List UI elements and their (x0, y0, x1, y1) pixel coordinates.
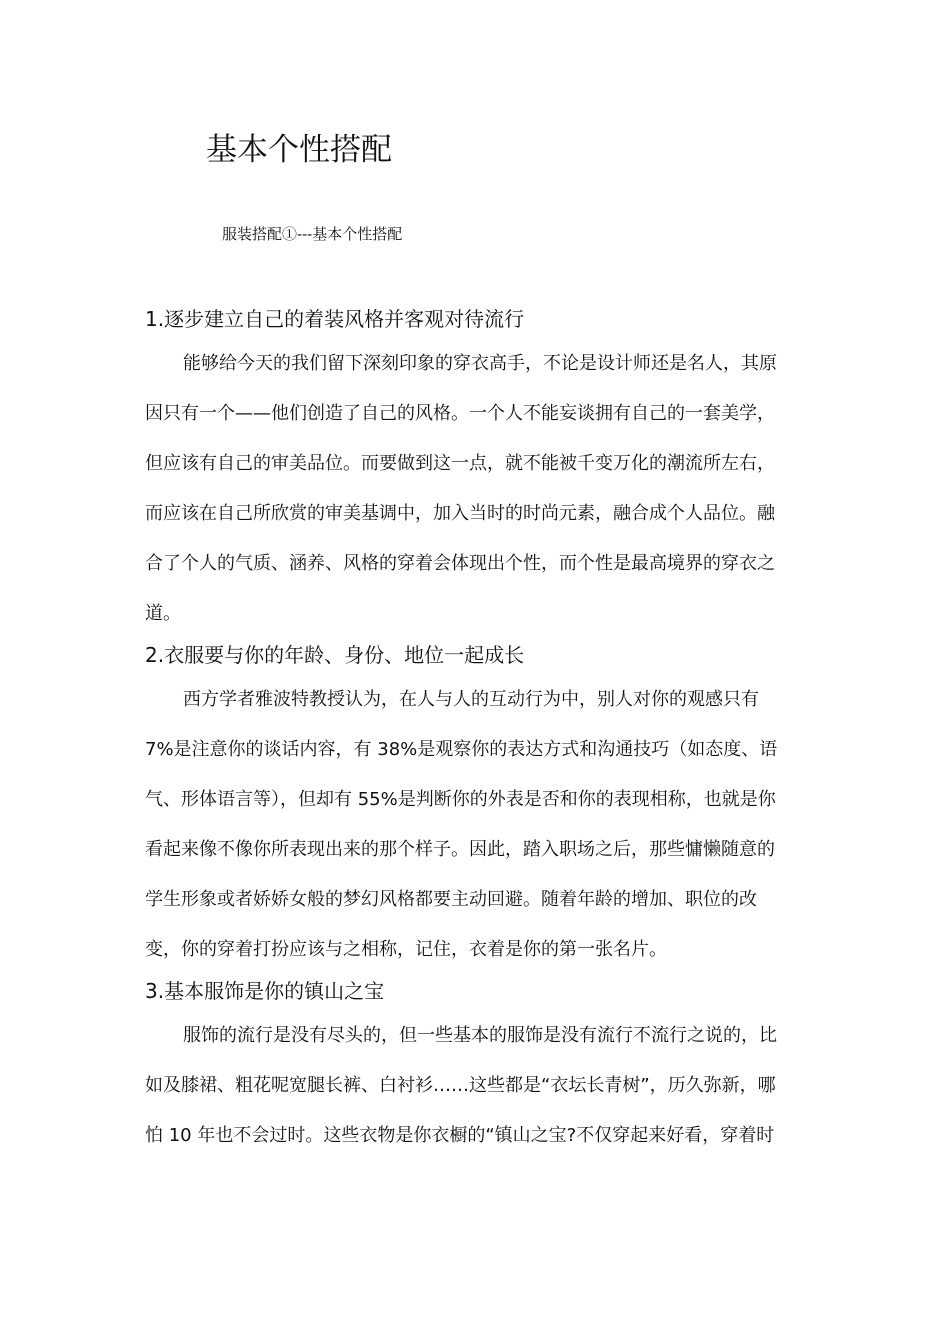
paragraph-line: 看起来像不像你所表现出来的那个样子。因此，踏入职场之后，那些慵懒随意的 (145, 839, 775, 860)
document-title: 基本个性搭配 (206, 132, 392, 168)
paragraph-line: 能够给今天的我们留下深刻印象的穿衣高手，不论是设计师还是名人，其原 (183, 353, 777, 374)
section-paragraph (145, 1011, 809, 1161)
paragraph-line: 因只有一个——他们创造了自己的风格。一个人不能妄谈拥有自己的一套美学， (145, 403, 775, 424)
paragraph-line: 但应该有自己的审美品位。而要做到这一点，就不能被千变万化的潮流所左右， (145, 453, 775, 474)
paragraph-line: 合了个人的气质、涵养、风格的穿着会体现出个性，而个性是最高境界的穿衣之 (145, 553, 775, 574)
section-paragraph (145, 339, 809, 639)
section-paragraph (145, 675, 809, 975)
paragraph-line: 如及膝裙、粗花呢宽腿长裤、白衬衫……这些都是“衣坛长青树”，历久弥新，哪 (145, 1075, 776, 1096)
document-body (145, 303, 809, 1161)
paragraph-line: 怕 10 年也不会过时。这些衣物是你衣橱的“镇山之宝?不仅穿起来好看，穿着时 (145, 1125, 775, 1146)
section-heading: 2.衣服要与你的年龄、身份、地位一起成长 (145, 643, 525, 667)
paragraph-line: 道。 (145, 603, 181, 624)
section-heading: 3.基本服饰是你的镇山之宝 (145, 979, 385, 1003)
section-1 (145, 303, 809, 639)
section-heading: 1.逐步建立自己的着装风格并客观对待流行 (145, 307, 525, 331)
section-3 (145, 975, 809, 1161)
paragraph-line: 气、形体语言等），但却有 55%是判断你的外表是否和你的表现相称，也就是你 (145, 789, 776, 810)
document-subtitle: 服装搭配①---基本个性搭配 (222, 225, 403, 243)
paragraph-line: 变，你的穿着打扮应该与之相称，记住，衣着是你的第一张名片。 (145, 939, 667, 960)
paragraph-line: 而应该在自己所欣赏的审美基调中，加入当时的时尚元素，融合成个人品位。融 (145, 503, 775, 524)
paragraph-line: 西方学者雅波特教授认为，在人与人的互动行为中，别人对你的观感只有 (183, 689, 759, 710)
paragraph-line: 7%是注意你的谈话内容，有 38%是观察你的表达方式和沟通技巧（如态度、语 (145, 739, 778, 760)
paragraph-line: 服饰的流行是没有尽头的，但一些基本的服饰是没有流行不流行之说的，比 (183, 1025, 777, 1046)
paragraph-line: 学生形象或者娇娇女般的梦幻风格都要主动回避。随着年龄的增加、职位的改 (145, 889, 757, 910)
section-2 (145, 639, 809, 975)
